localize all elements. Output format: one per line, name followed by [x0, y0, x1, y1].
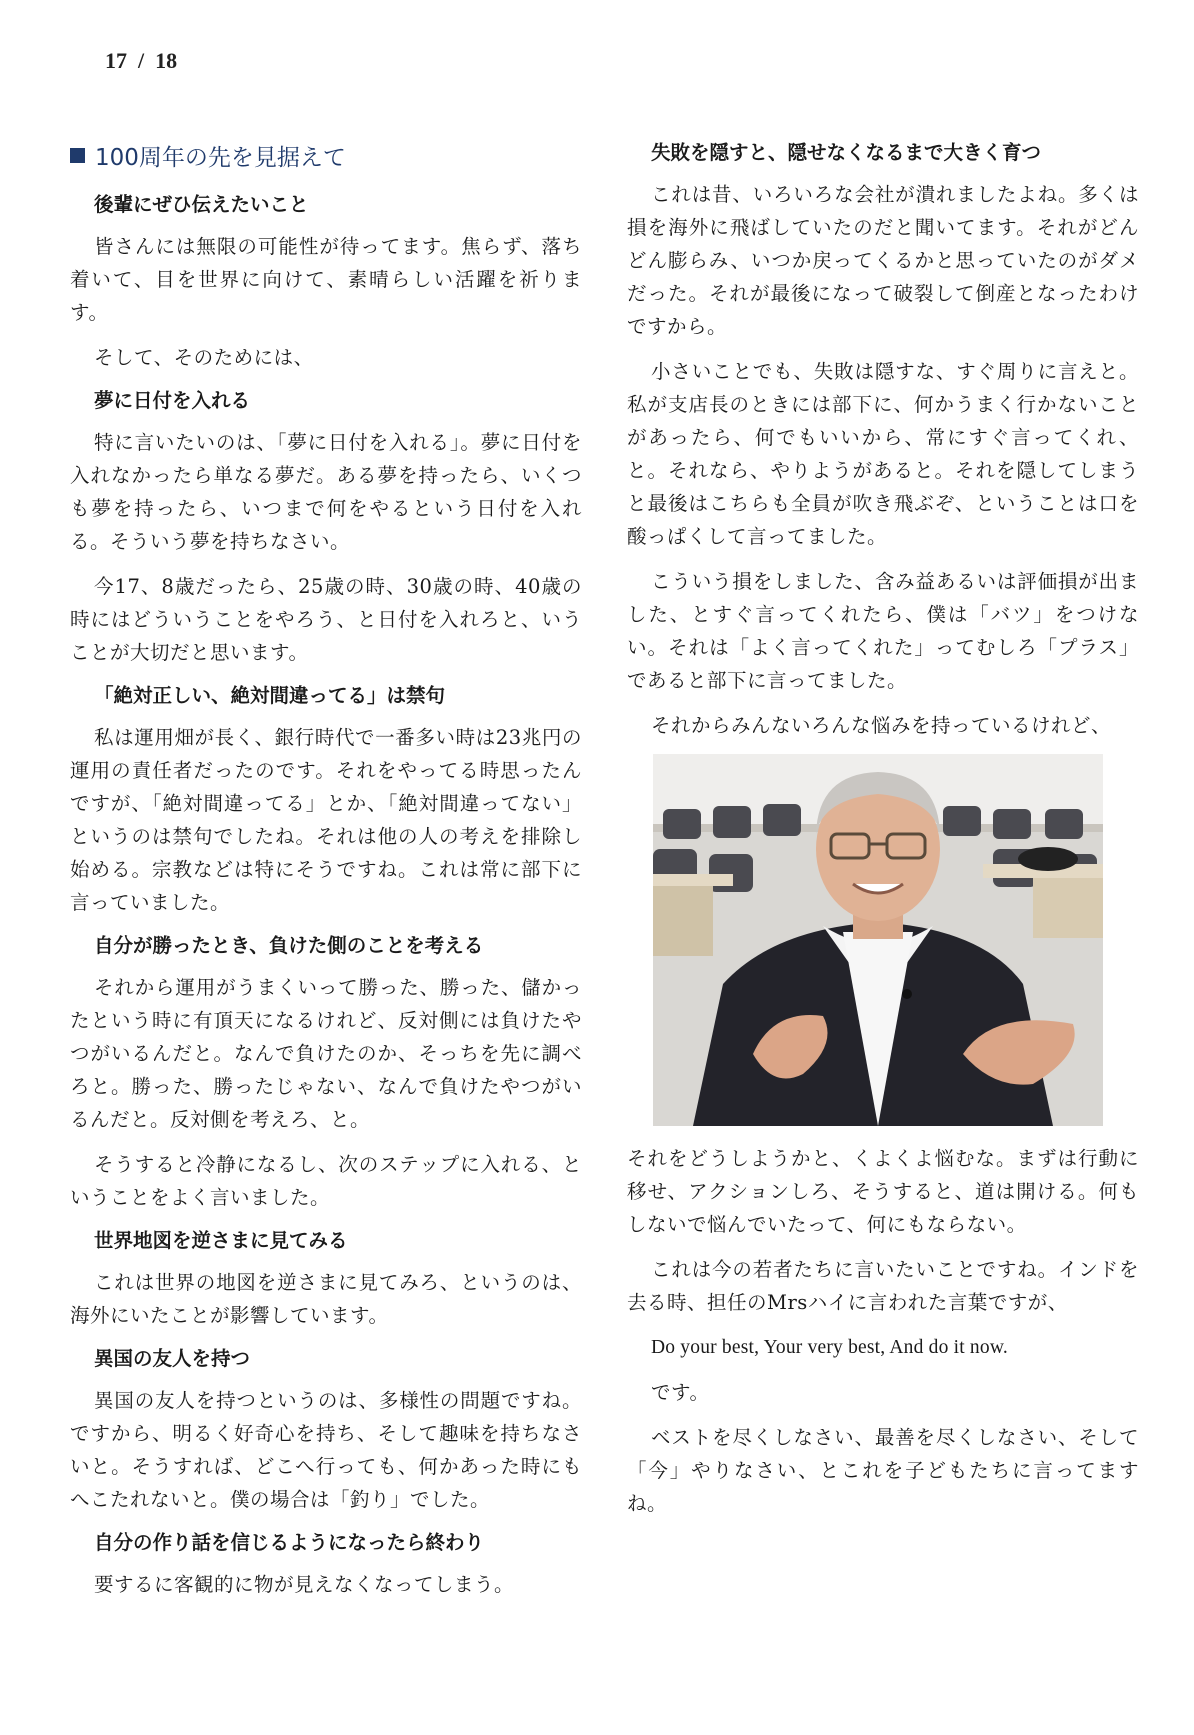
- subheading: 自分が勝ったとき、負けた側のことを考える: [94, 934, 484, 957]
- left-column: [70, 138, 582, 1613]
- subheading: 「絶対正しい、絶対間違ってる」は禁句: [94, 684, 446, 707]
- right-column: [627, 138, 1139, 1532]
- subheading: 失敗を隠すと、隠せなくなるまで大きく育つ: [651, 141, 1042, 164]
- english-quote: Do your best, Your very best, And do it now.: [651, 1337, 1008, 1358]
- left-content: [70, 190, 582, 1601]
- body-paragraph: これは世界の地図を逆さまに見てみろ、というのは、海外にいたことが影響しています。: [70, 1271, 582, 1327]
- body-paragraph: 要するに客観的に物が見えなくなってしまう。: [94, 1573, 515, 1596]
- body-paragraph: そうすると冷静になるし、次のステップに入れる、ということをよく言いました。: [70, 1153, 582, 1209]
- subheading: 世界地図を逆さまに見てみる: [94, 1229, 348, 1252]
- body-paragraph: 小さいことでも、失敗は隠すな、すぐ周りに言えと。私が支店長のときには部下に、何かうまく行かないことがあったら、何でもいいから、常にすぐ言ってくれ、と。それなら、やりようがあると。それを隠してしまうと最後はこちらも全員が吹き飛ぶぞ、ということは口を酸っぱくして言ってました。: [627, 360, 1139, 548]
- body-paragraph: 今17、8歳だったら、25歳の時、30歳の時、40歳の時にはどういうことをやろう、と日付を入れろと、いうことが大切だと思います。: [70, 575, 582, 664]
- photo-illustration: [653, 754, 1103, 1126]
- body-paragraph: 特に言いたいのは、「夢に日付を入れる」。夢に日付を入れなかったら単なる夢だ。ある夢を持ったら、いくつも夢を持ったら、いつまで何をやるという日付を入れる。そういう夢を持ちなさい。: [70, 431, 582, 553]
- body-paragraph: ベストを尽くしなさい、最善を尽くしなさい、そして「今」やりなさい、とこれを子どもたちに言ってますね。: [627, 1426, 1139, 1515]
- interview-photo: [653, 754, 1103, 1126]
- subheading: 夢に日付を入れる: [94, 389, 251, 412]
- body-paragraph: 私は運用畑が長く、銀行時代で一番多い時は23兆円の運用の責任者だったのです。それをやってる時思ったんですが、「絶対間違ってる」とか、「絶対間違ってない」というのは禁句でしたね。それは他の人の考えを排除し始める。宗教などは特にそうですね。これは常に部下に言っていました。: [70, 726, 582, 914]
- body-paragraph: これは今の若者たちに言いたいことですね。インドを去る時、担任のMrsハイに言われた言葉ですが、: [627, 1258, 1139, 1314]
- square-bullet-icon: [70, 148, 85, 163]
- body-paragraph: それから運用がうまくいって勝った、勝った、儲かったという時に有頂天になるけれど、反対側には負けたやつがいるんだと。なんで負けたのか、そっちを先に調べろと。勝った、勝ったじゃない、なんで負けたやつがいるんだと。反対側を考えろ、と。: [70, 976, 582, 1131]
- body-paragraph: そして、そのためには、: [94, 346, 314, 369]
- right-content-bottom: [627, 1142, 1139, 1520]
- right-content-top: [627, 138, 1139, 742]
- subheading: 後輩にぜひ伝えたいこと: [94, 193, 309, 216]
- section-title-text: 100周年の先を見据えて: [95, 144, 346, 171]
- body-paragraph: です。: [651, 1381, 710, 1404]
- page-number: 17 / 18: [105, 48, 178, 73]
- body-paragraph: これは昔、いろいろな会社が潰れましたよね。多くは損を海外に飛ばしていたのだと聞いてます。それがどんどん膨らみ、いつか戻ってくるかと思っていたのがダメだった。それが最後になって破裂して倒産となったわけですから。: [627, 183, 1139, 338]
- body-paragraph: こういう損をしました、含み益あるいは評価損が出ました、とすぐ言ってくれたら、僕は「バツ」をつけない。それは「よく言ってくれた」ってむしろ「プラス」であると部下に言ってました。: [627, 570, 1139, 692]
- section-title: [70, 138, 582, 172]
- body-paragraph: 皆さんには無限の可能性が待ってます。焦らず、落ち着いて、目を世界に向けて、素晴らしい活躍を祈ります。: [70, 235, 582, 324]
- body-paragraph: それをどうしようかと、くよくよ悩むな。まずは行動に移せ、アクションしろ、そうすると、道は開ける。何もしないで悩んでいたって、何にもならない。: [627, 1147, 1139, 1236]
- subheading: 異国の友人を持つ: [94, 1347, 251, 1370]
- subheading: 自分の作り話を信じるようになったら終わり: [94, 1531, 485, 1554]
- body-paragraph: 異国の友人を持つというのは、多様性の問題ですね。ですから、明るく好奇心を持ち、そして趣味を持ちなさいと。そうすれば、どこへ行っても、何かあった時にもへこたれないと。僕の場合は「釣り」でした。: [70, 1389, 582, 1511]
- body-paragraph: それからみんないろんな悩みを持っているけれど、: [651, 714, 1112, 737]
